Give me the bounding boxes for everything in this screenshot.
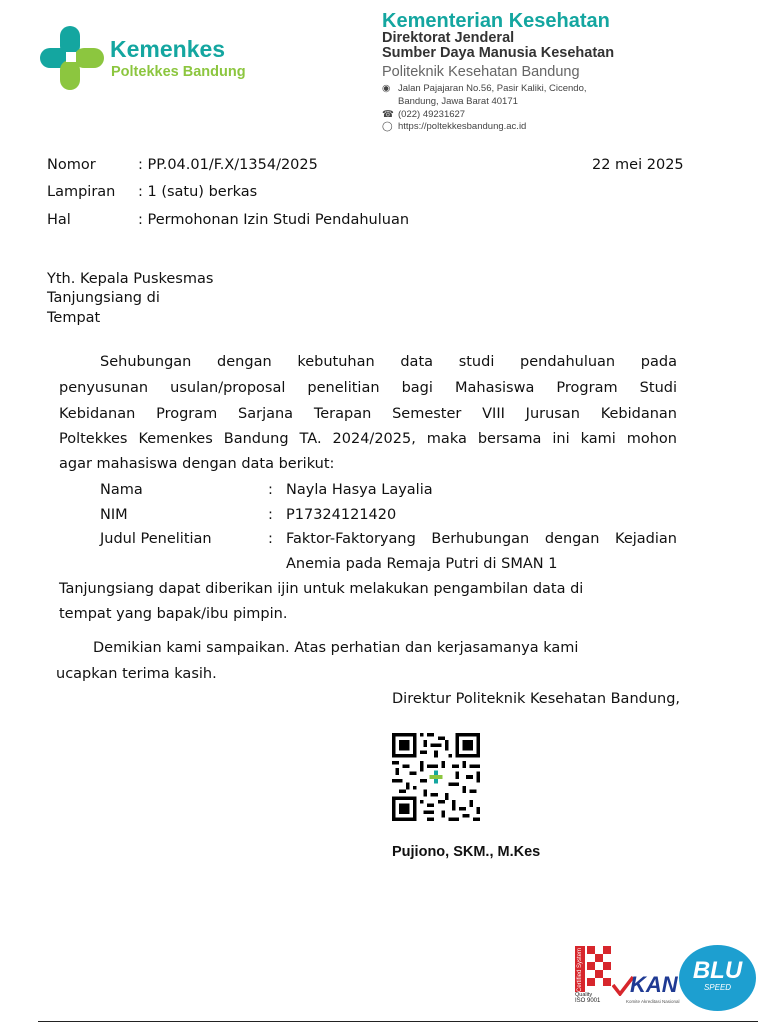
globe-icon: ◯ bbox=[382, 121, 393, 132]
kan-label: KAN bbox=[630, 972, 678, 997]
qr-code-icon bbox=[391, 733, 481, 821]
logo-title: Kemenkes bbox=[110, 36, 226, 62]
nama-colon: : bbox=[268, 482, 273, 498]
nama-label: Nama bbox=[100, 482, 143, 498]
quality-label: Quality bbox=[575, 992, 593, 998]
blu-speed-badge bbox=[679, 945, 756, 1011]
body-line: Poltekkes Kemenkes Bandung TA. 2024/2025, maka bersama ini kami mohon bbox=[59, 431, 677, 447]
nim-label: NIM bbox=[100, 507, 128, 523]
address-line-1: Jalan Pajajaran No.56, Pasir Kaliki, Cicendo, bbox=[398, 83, 587, 94]
hal-label: Hal bbox=[47, 212, 71, 228]
lampiran-value: : 1 (satu) berkas bbox=[138, 184, 258, 200]
phone-icon: ☎ bbox=[382, 109, 394, 120]
institution-name: Politeknik Kesehatan Bandung bbox=[382, 64, 580, 80]
ministry-name: Kementerian Kesehatan bbox=[382, 10, 610, 32]
directorate-line-2: Sumber Daya Manusia Kesehatan bbox=[382, 45, 615, 61]
hal-value: : Permohonan Izin Studi Pendahuluan bbox=[138, 212, 410, 228]
body-line: Tanjungsiang dapat diberikan ijin untuk melakukan pengambilan data di bbox=[59, 581, 584, 597]
nomor-value: : PP.04.01/F.X/1354/2025 bbox=[138, 157, 318, 173]
phone-number: (022) 49231627 bbox=[398, 109, 466, 120]
judul-colon: : bbox=[268, 531, 273, 547]
body-line: Kebidanan Program Sarjana Terapan Semester VIII Jurusan Kebidanan bbox=[59, 406, 677, 422]
nim-colon: : bbox=[268, 507, 273, 523]
kan-badge bbox=[612, 972, 680, 1012]
location-pin-icon: ◉ bbox=[382, 83, 391, 94]
blu-label: BLU bbox=[692, 957, 743, 984]
body-line: Demikian kami sampaikan. Atas perhatian dan kerjasamanya kami bbox=[93, 640, 579, 656]
nomor-label: Nomor bbox=[47, 157, 96, 173]
address-line-2: Bandung, Jawa Barat 40171 bbox=[398, 96, 518, 107]
body-line: agar mahasiswa dengan data berikut: bbox=[59, 456, 335, 472]
logo-subtitle: Poltekkes Bandung bbox=[111, 64, 246, 80]
body-line: penyusunan usulan/proposal penelitian bagi Mahasiswa Program Studi bbox=[59, 380, 677, 396]
cert-checker-icon bbox=[587, 946, 611, 990]
recipient-line-2: Tanjungsiang di bbox=[47, 290, 160, 306]
judul-value-line-2: Anemia pada Remaja Putri di SMAN 1 bbox=[286, 556, 558, 572]
nim-value: P17324121420 bbox=[286, 507, 397, 523]
certified-system-badge bbox=[575, 946, 613, 1010]
signatory-name: Pujiono, SKM., M.Kes bbox=[392, 844, 541, 860]
body-line: tempat yang bapak/ibu pimpin. bbox=[59, 606, 288, 622]
judul-value-line-1: Faktor-Faktoryang Berhubungan dengan Kejadian bbox=[286, 531, 677, 547]
directorate-line-1: Direktorat Jenderal bbox=[382, 30, 515, 46]
website-link[interactable]: https://poltekkesbandung.ac.id bbox=[398, 121, 527, 132]
signatory-title: Direktur Politeknik Kesehatan Bandung, bbox=[392, 691, 681, 707]
footer-divider bbox=[38, 1021, 758, 1022]
lampiran-label: Lampiran bbox=[47, 184, 116, 200]
body-line: ucapkan terima kasih. bbox=[56, 666, 217, 682]
body-line: Sehubungan dengan kebutuhan data studi pendahuluan pada bbox=[100, 354, 677, 370]
iso-label: ISO 9001 bbox=[575, 998, 601, 1004]
judul-label: Judul Penelitian bbox=[100, 531, 212, 547]
letter-date: 22 mei 2025 bbox=[592, 157, 684, 173]
cert-label: Certified System bbox=[577, 947, 583, 992]
recipient-line-3: Tempat bbox=[47, 310, 101, 326]
recipient-line-1: Yth. Kepala Puskesmas bbox=[47, 271, 214, 287]
kan-sublabel: Komite Akreditasi Nasional bbox=[626, 999, 680, 1004]
blu-sublabel: SPEED bbox=[703, 983, 732, 992]
nama-value: Nayla Hasya Layalia bbox=[286, 482, 433, 498]
kemenkes-logo-icon bbox=[38, 24, 106, 92]
